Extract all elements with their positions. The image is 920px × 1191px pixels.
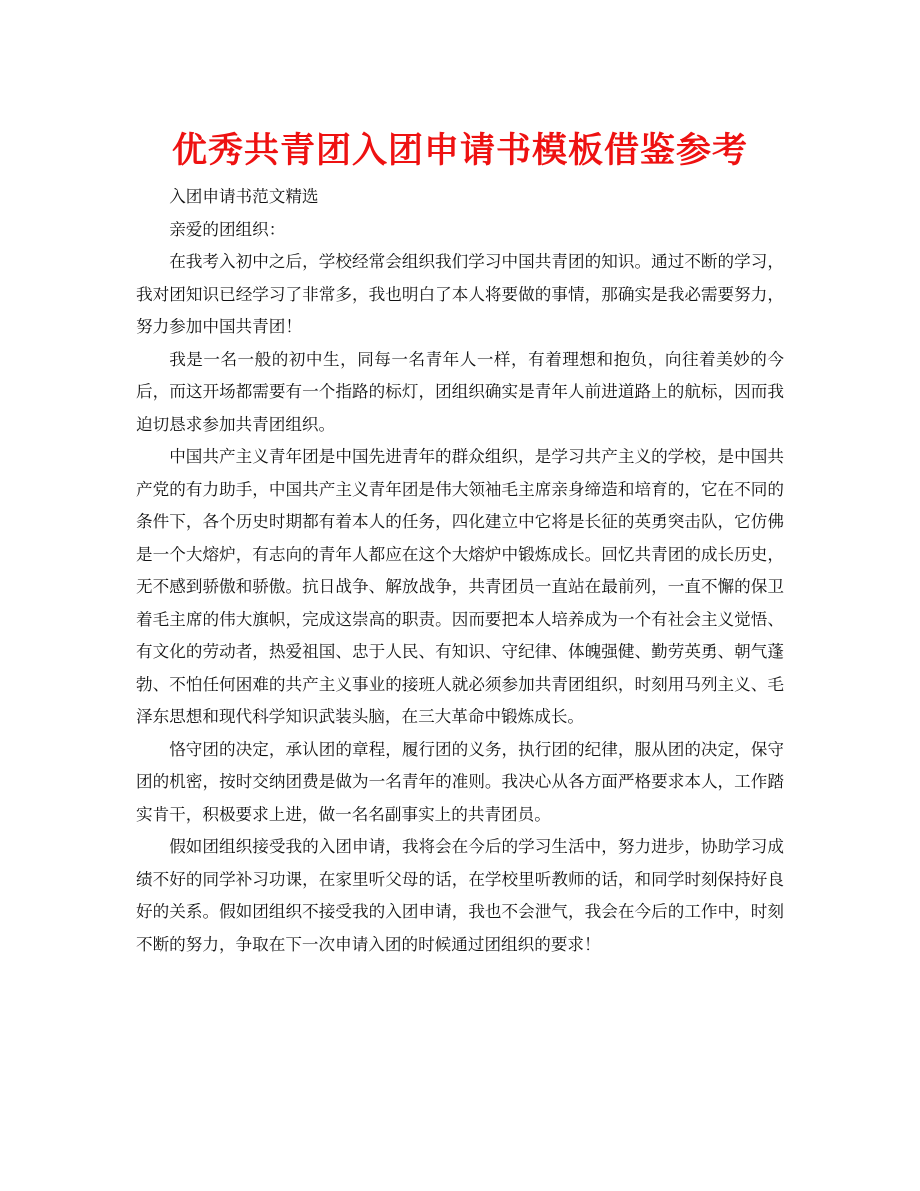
- document-subtitle: 入团申请书范文精选: [169, 187, 319, 206]
- paragraph: 恪守团的决定，承认团的章程，履行团的义务，执行团的纪律，服从团的决定，保守团的机密，按时交纳团费是做为一名青年的准则。我决心从各方面严格要求本人，工作踏实肯干，积极要求上进，做一名名副事实上的共青团员。: [136, 739, 784, 824]
- paragraph: 我是一名一般的初中生，同每一名青年人一样，有着理想和抱负，向往着美妙的今后，而这开场都需要有一个指路的标灯，团组织确实是青年人前进道路上的航标，因而我迫切恳求参加共青团组织。: [136, 349, 784, 434]
- paragraph: 中国共产主义青年团是中国先进青年的群众组织，是学习共产主义的学校，是中国共产党的有力助手，中国共产主义青年团是伟大领袖毛主席亲身缔造和培育的，它在不同的条件下，各个历史时期都有着本人的任务，四化建立中它将是长征的英勇突击队，它仿佛是一个大熔炉，有志向的青年人都应在这个大熔炉中锻炼成长。回忆共青团的成长历史，无不感到骄傲和骄傲。抗日战争、解放战争，共青团员一直站在最前列，一直不懈的保卫着毛主席的伟大旗帜，完成这崇高的职责。因而要把本人培养成为一个有社会主义觉悟、有文化的劳动者，热爱祖国、忠于人民、有知识、守纪律、体魄强健、勤劳英勇、朝气蓬勃、不怕任何困难的共产主义事业的接班人就必须参加共青团组织，时刻用马列主义、毛泽东思想和现代科学知识武装头脑，在三大革命中锻炼成长。: [136, 447, 784, 726]
- paragraph: 假如团组织接受我的入团申请，我将会在今后的学习生活中，努力进步，协助学习成绩不好的同学补习功课，在家里听父母的话，在学校里听教师的话，和同学时刻保持好良好的关系。假如团组织不接受我的入团申请，我也不会泄气，我会在今后的工作中，时刻不断的努力，争取在下一次申请入团的时候通过团组织的要求！: [136, 837, 784, 954]
- document-title: 优秀共青团入团申请书模板借鉴参考: [171, 131, 748, 171]
- document-body: [136, 181, 784, 961]
- paragraph: 在我考入初中之后，学校经常会组织我们学习中国共青团的知识。通过不断的学习，我对团知识已经学习了非常多，我也明白了本人将要做的事情，那确实是我必需要努力，努力参加中国共青团！: [136, 252, 784, 336]
- salutation: 亲爱的团组织：: [169, 219, 286, 239]
